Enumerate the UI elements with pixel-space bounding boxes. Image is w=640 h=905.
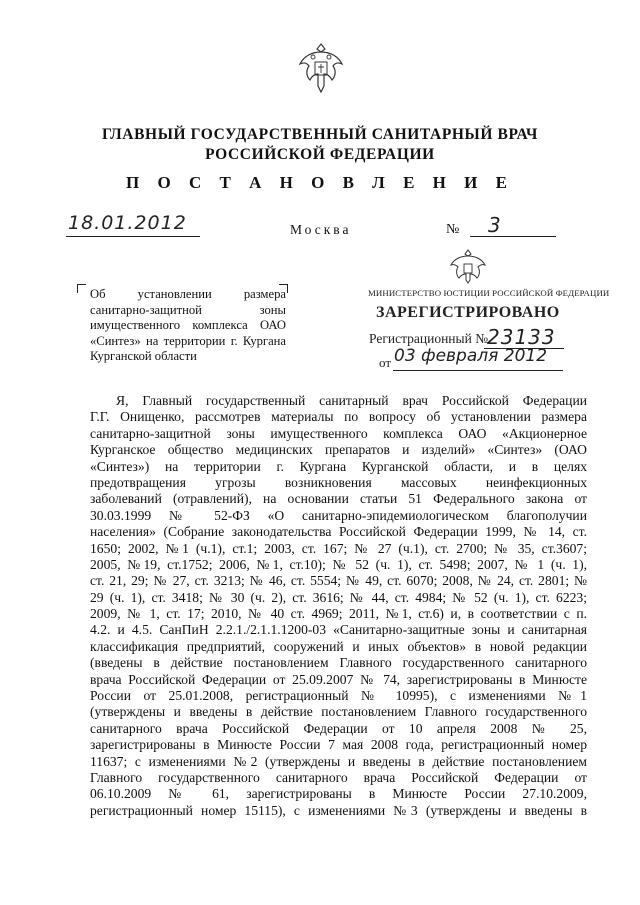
body-line: 2005, №19, ст.1752; 2006, №1, ст.10); № 52 (ч. 1), ст. 5498; 2007, № 1 (ч. 1), [90,556,587,572]
body-line: 06.10.2009 № 61, зарегистрированы в Минюсте России 27.10.2009, [90,786,587,802]
body-line: 4.2. и 4.5. СанПиН 2.2.1./2.1.1.1200-03 «Санитарно-защитные зоны и санитарная [90,622,587,638]
coat-of-arms-icon [296,40,346,96]
issuer-title-line2: РОССИЙСКОЙ ФЕДЕРАЦИИ [205,146,435,163]
date-underline [66,236,200,237]
stamp-ministry-name: МИНИСТЕРСТВО ЮСТИЦИИ РОССИЙСКОЙ ФЕДЕРАЦИИ [368,288,610,298]
body-line: классификация предприятий, сооружений и иных объектов» в новой редакции [90,638,587,654]
body-line: (утверждены и введены в действие постановлением Главного государственного [90,704,587,720]
body-line: ст. 21, 29; № 27, ст. 3213; № 46, ст. 5554; № 49, ст. 6070; 2008, № 24, ст. 2801; № [90,573,587,589]
body-line: заболеваний (отравлений), на основании статьи 51 Федерального закона от [90,491,587,507]
body-line: «Синтез») на территории г. Кургана Курганской области, и в целях [90,458,587,474]
body-line: 29 (ч. 1), ст. 3418; № 30 (ч. 2), ст. 3616; № 44, ст. 4984; № 52 (ч. 1), ст. 6223; [90,589,587,605]
issuer-title-line1: ГЛАВНЫЙ ГОСУДАРСТВЕННЫЙ САНИТАРНЫЙ ВРАЧ [102,126,538,143]
body-line: санитарно-защитной зоны имущественного комплекса ОАО «Акционерное [90,425,587,441]
stamp-date-handwritten: 03 февраля 2012 [394,346,548,366]
stamp-registered-label: ЗАРЕГИСТРИРОВАНО [376,304,560,321]
document-type-heading: П О С Т А Н О В Л Е Н И Е [126,173,514,192]
handwritten-number: 3 [488,213,501,237]
decree-subject: Об установлении размера санитарно-защитной зоны имущественного комплекса ОАО «Синтез» на территории г. Кургана Курганской области [90,287,286,364]
stamp-coat-of-arms-icon [448,248,488,284]
decree-body-paragraph [90,393,587,819]
body-line: (введены в действие постановлением Главного государственного санитарного [90,655,587,671]
number-underline [470,236,556,237]
subject-bracket-left [77,284,86,293]
body-line: 2009, № 1, ст. 17; 2010, № 40 ст. 4969; 2011, №1, ст.6) и, в соответствии с п. [90,606,587,622]
body-line: Г.Г. Онищенко, рассмотрев материалы по вопросу об установлении размера [90,409,587,425]
body-line: 1650; 2002, №1 (ч.1), ст.1; 2003, ст. 167; № 27 (ч.1), ст. 2700; № 35, ст.3607; [90,540,587,556]
stamp-date-underline [393,370,563,371]
body-line: Главного государственного санитарного врача Российской Федерации от [90,769,587,785]
body-line: России от 25.01.2008, регистрационный № 10995), с изменениями №1 [90,688,587,704]
body-line: врача Российской Федерации от 25.09.2007 № 74, зарегистрированы в Минюсте [90,671,587,687]
stamp-reg-number-handwritten: 23133 [487,325,556,349]
body-line: 30.03.1999 № 52-ФЗ «О санитарно-эпидемиологическом благополучии [90,507,587,523]
body-line: зарегистрированы в Минюсте России 7 мая 2008 года, регистрационный номер [90,737,587,753]
stamp-reg-number-label: Регистрационный № [369,331,489,346]
body-line: регистрационный номер 15115), с изменениями №3 (утверждены и введены в [90,802,587,818]
city-label: Москва [290,222,352,237]
number-sign: № [446,222,460,237]
body-line: Курганское общество медицинских препаратов и изделий» «Синтез» (ОАО [90,442,587,458]
stamp-from-label: от [379,355,392,370]
body-line: санитарного врача Российской Федерации от 10 апреля 2008 № 25, [90,720,587,736]
body-line: 11637; с изменениями №2 (утверждены и введены в действие постановлением [90,753,587,769]
body-line: населения» (Собрание законодательства Российской Федерации 1999, № 14, ст. [90,524,587,540]
body-line: предотвращения угрозы возникновения массовых неинфекционных [90,474,587,490]
handwritten-date: 18.01.2012 [68,212,187,234]
body-line: Я, Главный государственный санитарный врач Российской Федерации [116,393,587,408]
